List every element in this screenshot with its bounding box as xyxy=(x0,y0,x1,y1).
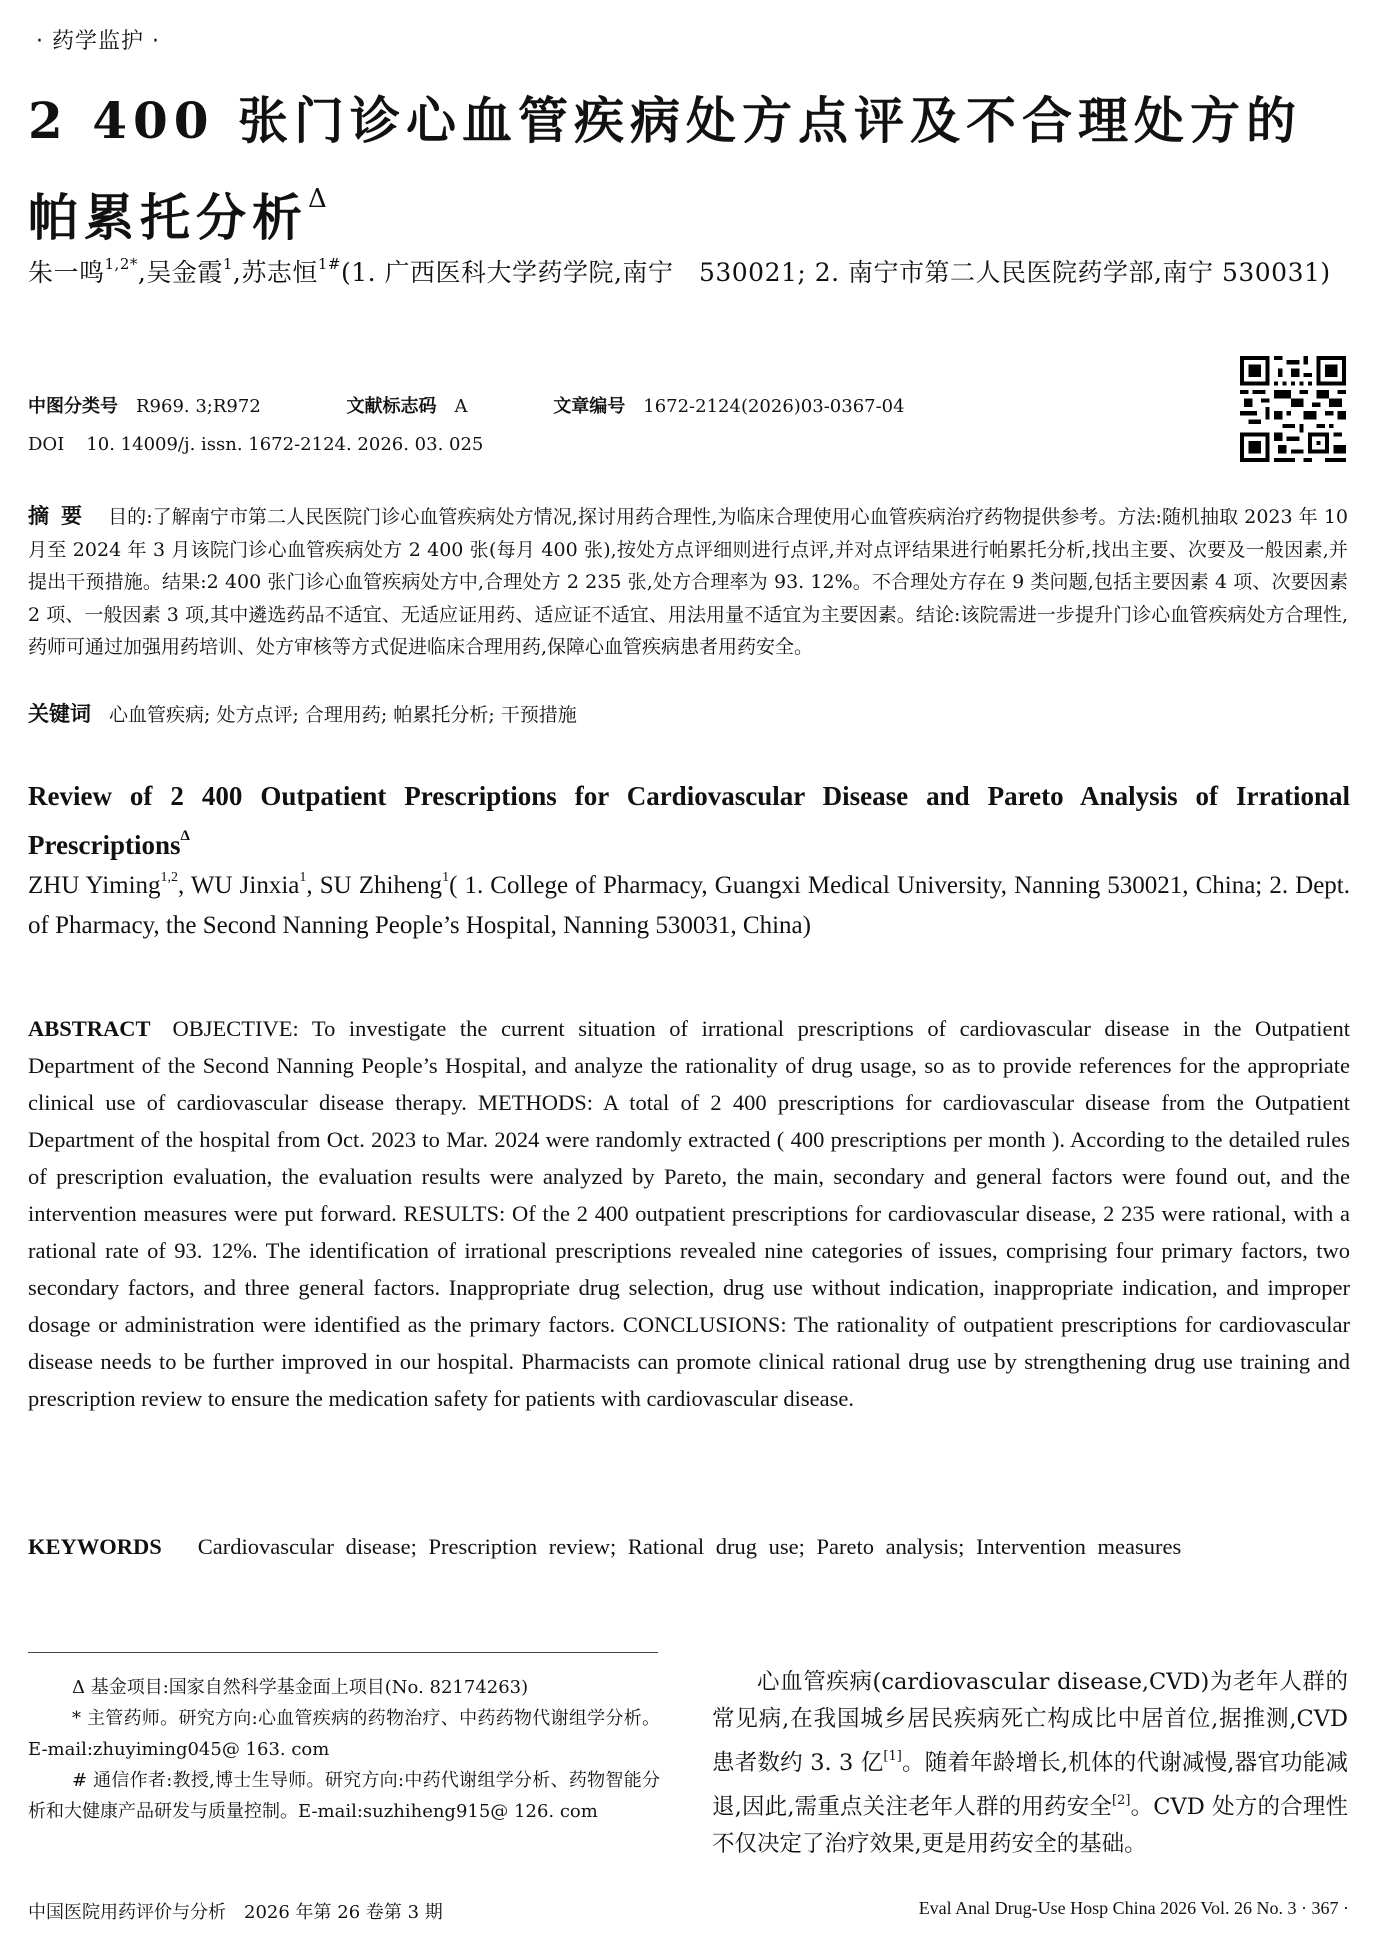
body-text xyxy=(712,1664,1348,1863)
keywords-cn-label: 关键词 xyxy=(28,702,91,726)
footnote-first-author: * 主管药师。研究方向:心血管疾病的药物治疗、中药药物代谢组学分析。E-mail:zhuyiming045@ 163. com xyxy=(28,1708,660,1760)
author-3-affil: 1# xyxy=(317,255,341,273)
author-2: ,吴金霞 xyxy=(137,258,223,287)
abstract-cn xyxy=(28,500,1348,664)
intro-text-3: 。CVD 处方的合理性不仅决定了治疗效果,更是用药安全的基础。 xyxy=(712,1794,1348,1857)
affiliations-en: ( 1. College of Pharmacy, Guangxi Medical University, Nanning 530021, China; 2. Dept. of Pharmacy, the Second Nanning People’s Hospital, Nanning 530031, China) xyxy=(28,872,1351,939)
intro-paragraph xyxy=(712,1664,1348,1863)
doc-code-value: A xyxy=(454,396,468,417)
affiliations-cn: (1. 广西医科大学药学院,南宁 530021; 2. 南宁市第二人民医院药学部,南宁 530031) xyxy=(340,258,1331,287)
keywords-en-label: KEYWORDS xyxy=(28,1534,162,1559)
keywords-en xyxy=(28,1528,1350,1565)
author-en-1-affil: 1,2 xyxy=(160,870,179,885)
title-en xyxy=(28,776,1350,865)
abstract-en-label: ABSTRACT xyxy=(28,1016,151,1041)
citation-1[interactable]: [1] xyxy=(883,1749,902,1764)
fund-mark-en: Δ xyxy=(180,828,190,844)
footer-journal-en: Eval Anal Drug-Use Hosp China 2026 Vol. 26 No. 3 · 367 · xyxy=(918,1898,1349,1918)
abstract-en xyxy=(28,1010,1350,1417)
author-1-affil: 1,2* xyxy=(104,255,138,273)
keywords-cn xyxy=(28,698,1348,731)
title-cn-text: 2 400 张门诊心血管疾病处方点评及不合理处方的帕累托分析 xyxy=(28,91,1302,247)
intro-text-1: 心血管疾病(cardiovascular disease,CVD)为老年人群的常见病,在我国城乡居民疾病死亡构成比中居首位,据推测,CVD 患者数约 3. 3 亿 xyxy=(712,1669,1348,1776)
keywords-en-text: Cardiovascular disease; Prescription review; Rational drug use; Pareto analysis; Intervention measures xyxy=(197,1534,1182,1559)
clc-value: R969. 3;R972 xyxy=(136,396,261,417)
author-en-2-affil: 1 xyxy=(299,870,307,885)
intro-text-2: 。随着年龄增长,机体的代谢减慢,器官功能减退,因此,需重点关注老年人群的用药安全 xyxy=(712,1750,1348,1820)
author-en-3-affil: 1 xyxy=(442,870,450,885)
author-en-3: , SU Zhiheng xyxy=(306,872,443,899)
article-meta xyxy=(28,388,1208,464)
section-tag: · 药学监护 · xyxy=(36,29,160,54)
footnotes xyxy=(28,1672,660,1827)
footnote-corresponding-author: # 通信作者:教授,博士生导师。研究方向:中药代谢组学分析、药物智能分析和大健康产品研发与质量控制。E-mail:suzhiheng915@ 126. com xyxy=(28,1770,660,1822)
footer-journal-cn: 中国医院用药评价与分析 2026 年第 26 卷第 3 期 xyxy=(28,1902,443,1923)
fund-mark: Δ xyxy=(308,184,333,214)
authors-en xyxy=(28,858,1350,946)
authors-cn xyxy=(28,244,1348,293)
author-en-2: , WU Jinxia xyxy=(178,872,300,899)
doi-value[interactable]: 10. 14009/j. issn. 1672-2124. 2026. 03. 025 xyxy=(86,434,484,455)
author-2-affil: 1 xyxy=(222,255,233,273)
doi-label: DOI xyxy=(28,434,65,455)
qr-code-icon[interactable] xyxy=(1240,356,1346,462)
keywords-cn-text: 心血管疾病; 处方点评; 合理用药; 帕累托分析; 干预措施 xyxy=(109,704,577,726)
clc-label: 中图分类号 xyxy=(28,396,118,417)
abstract-cn-text: 目的:了解南宁市第二人民医院门诊心血管疾病处方情况,探讨用药合理性,为临床合理使用心血管疾病治疗药物提供参考。方法:随机抽取 2023 年 10 月至 2024 年 3 月该院门诊心血管疾病处方 2 400 张(每月 400 张),按处方点评细则进行点评,并对点评结果进行帕累托分析,找出主要、次要及一般因素,并提出干预措施。结果:2 400 张门诊心血管疾病处方中,合理处方 2 235 张,处方合理率为 93. 12%。不合理处方存在 9 类问题,包括主要因素 4 项、次要因素 2 项、一般因素 3 项,其中遴选药品不适宜、无适应证用药、适应证不适宜、用法用量不适宜为主要因素。结论:该院需进一步提升门诊心血管疾病处方合理性,药师可通过加强用药培训、处方审核等方式促进临床合理用药,保障心血管疾病患者用药安全。 xyxy=(28,506,1348,658)
abstract-en-text: OBJECTIVE: To investigate the current situation of irrational prescriptions of cardiovascular disease in the Outpatient Department of the Second Nanning People’s Hospital, and analyze the rationality of drug usage, so as to provide references for the appropriate clinical use of cardiovascular disease therapy. METHODS: A total of 2 400 prescriptions for cardiovascular disease from the Outpatient Department of the hospital from Oct. 2023 to Mar. 2024 were randomly extracted ( 400 prescriptions per month ). According to the detailed rules of prescription evaluation, the evaluation results were analyzed by Pareto, the main, secondary and general factors were found out, and the intervention measures were put forward. RESULTS: Of the 2 400 outpatient prescriptions for cardiovascular disease, 2 235 were rational, with a rational rate of 93. 12%. The identification of irrational prescriptions revealed nine categories of issues, comprising four primary factors, two secondary factors, and three general factors. Inappropriate drug selection, drug use without indication, inappropriate indication, and improper dosage or administration were identified as the primary factors. CONCLUSIONS: The rationality of outpatient prescriptions for cardiovascular disease needs to be further improved in our hospital. Pharmacists can promote clinical rational drug use by strengthening drug use training and prescription review to ensure the medication safety for patients with cardiovascular disease. xyxy=(28,1016,1350,1411)
abstract-cn-label: 摘要 xyxy=(28,504,95,528)
author-1: 朱一鸣 xyxy=(28,258,105,287)
author-en-1: ZHU Yiming xyxy=(28,872,161,899)
article-no-value: 1672-2124(2026)03-0367-04 xyxy=(643,396,905,417)
citation-2[interactable]: [2] xyxy=(1112,1793,1131,1808)
article-no-label: 文章编号 xyxy=(553,396,626,417)
doc-code-label: 文献标志码 xyxy=(346,396,437,417)
author-3: ,苏志恒 xyxy=(232,258,318,287)
title-en-text: Review of 2 400 Outpatient Prescriptions for Cardiovascular Disease and Pareto Analysis of Irrational Prescriptions xyxy=(28,781,1350,860)
footnote-fund: Δ 基金项目:国家自然科学基金面上项目(No. 82174263) xyxy=(72,1677,529,1698)
footnote-divider xyxy=(28,1652,658,1653)
title-cn xyxy=(28,82,1348,257)
